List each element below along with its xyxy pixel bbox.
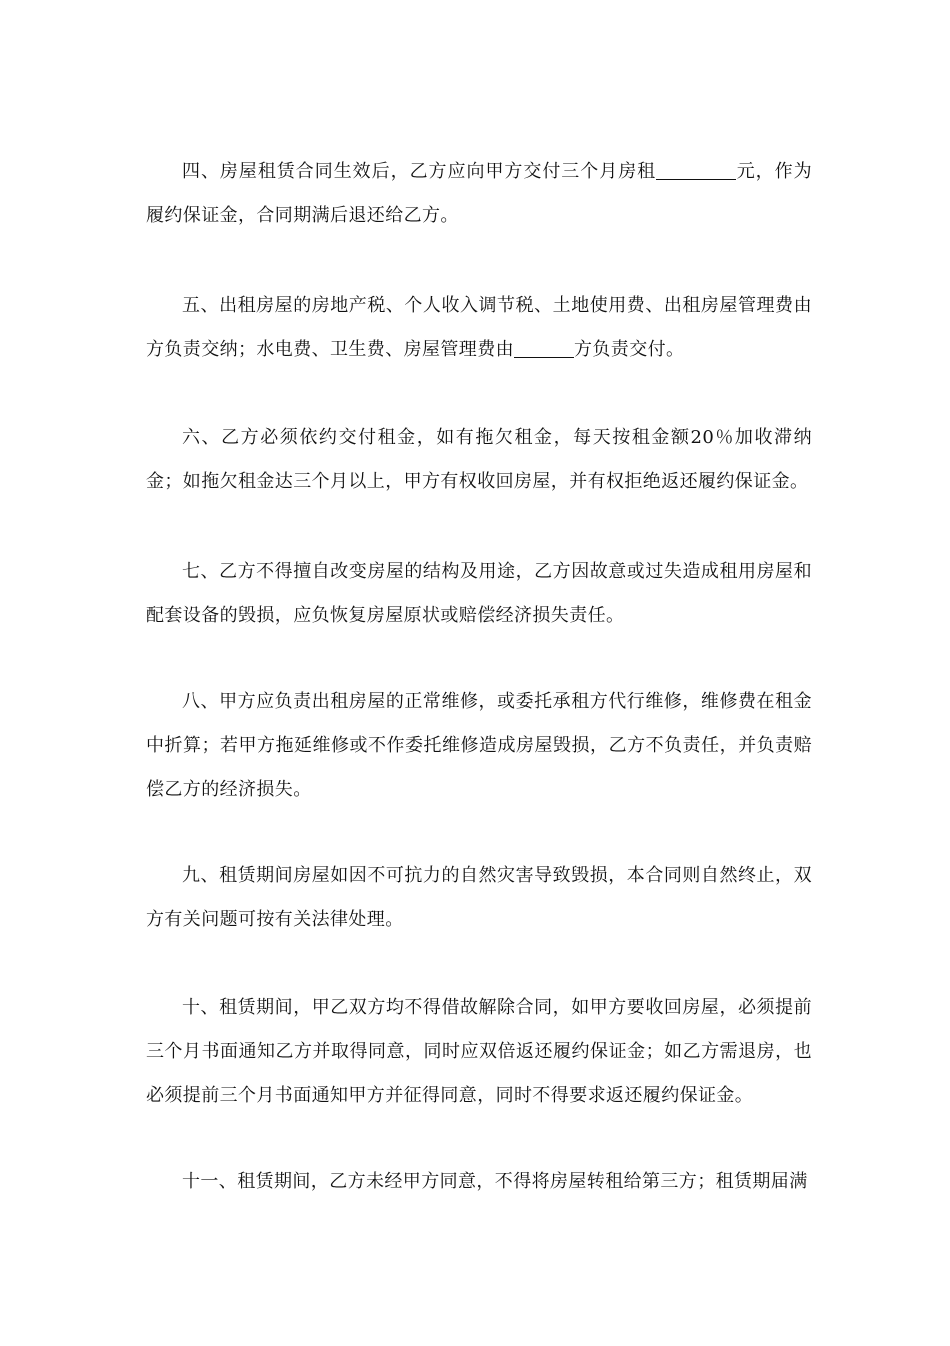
clause-4-text-b: 元，作为履约保证金，合同期满后退还给乙方。 bbox=[146, 161, 813, 226]
clause-11: 十一、租赁期间，乙方未经甲方同意，不得将房屋转租给第三方；租赁期届满 bbox=[182, 1171, 808, 1192]
clause-4-text-a: 四、房屋租赁合同生效后，乙方应向甲方交付三个月房租 bbox=[182, 161, 657, 182]
utility-payer-blank bbox=[514, 337, 574, 358]
clause-9: 九、租赁期间房屋如因不可抗力的自然灾害导致毁损，本合同则自然终止，双方有关问题可按有关法律处理。 bbox=[146, 865, 812, 930]
clause-10: 十、租赁期间，甲乙双方均不得借故解除合同，如甲方要收回房屋，必须提前三个月书面通知乙方并取得同意，同时应双倍返还履约保证金；如乙方需退房，也必须提前三个月书面通知甲方并征得同意，同时不得要求返还履约保证金。 bbox=[146, 997, 812, 1106]
clause-5-text-a: 五、出租房屋的房地产税、个人收入调节税、土地使用费、出租房屋管理费由方负责交纳；水电费、卫生费、房屋管理费由 bbox=[146, 295, 812, 360]
clause-4 bbox=[146, 150, 812, 238]
clause-8: 八、甲方应负责出租房屋的正常维修，或委托承租方代行维修，维修费在租金中折算；若甲方拖延维修或不作委托维修造成房屋毁损，乙方不负责任，并负责赔偿乙方的经济损失。 bbox=[146, 691, 812, 800]
rent-deposit-blank bbox=[656, 159, 736, 180]
clause-6: 六、乙方必须依约交付租金，如有拖欠租金，每天按租金额20％加收滞纳金；如拖欠租金达三个月以上，甲方有权收回房屋，并有权拒绝返还履约保证金。 bbox=[146, 427, 812, 492]
clause-5 bbox=[146, 284, 812, 372]
clause-5-text-b: 方负责交付。 bbox=[574, 339, 685, 360]
clause-7: 七、乙方不得擅自改变房屋的结构及用途，乙方因故意或过失造成租用房屋和配套设备的毁损，应负恢复房屋原状或赔偿经济损失责任。 bbox=[146, 561, 812, 626]
